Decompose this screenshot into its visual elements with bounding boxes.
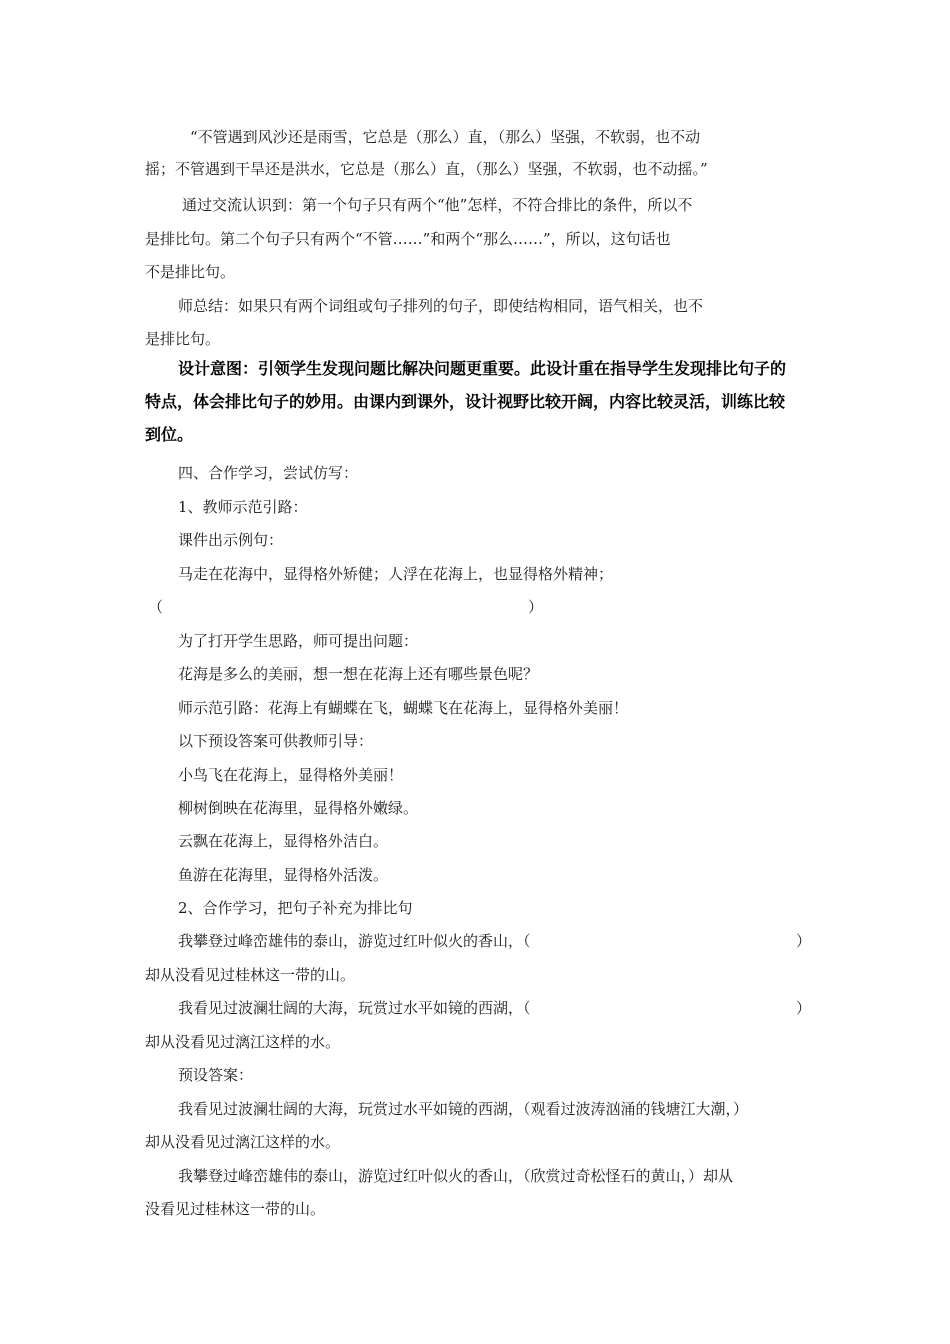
paragraph-line: 是排比句。 [145,330,221,348]
exercise-close-paren: ） [796,999,812,1017]
exercise-line: 却从没看见过桂林这一带的山。 [145,966,356,984]
design-intent-line: 到位。 [145,425,194,444]
answer-line: 柳树倒映在花海里，显得格外嫩绿。 [178,799,419,817]
paragraph-line: 摇；不管遇到干旱还是洪水，它总是（那么）直，（那么）坚强，不软弱，也不动摇。” [145,160,708,178]
exercise-close-paren: ） [796,932,812,950]
paragraph-line: 预设答案： [178,1066,254,1084]
subsection-heading: 2、合作学习，把句子补充为排比句 [178,899,413,917]
exercise-line: 却从没看见过漓江这样的水。 [145,1033,341,1051]
preset-answer-line: 没看见过桂林这一带的山。 [145,1200,326,1218]
demo-line: 师示范引路：花海上有蝴蝶在飞，蝴蝶飞在花海上，显得格外美丽！ [178,699,629,717]
paragraph-line: 师总结：如果只有两个词组或句子排列的句子，即使结构相同，语气相关，也不 [178,297,704,315]
question-line: 花海是多么的美丽，想一想在花海上还有哪些景色呢？ [178,665,539,683]
paragraph-line: 通过交流认识到：第一个句子只有两个“他”怎样，不符合排比的条件，所以不 [182,196,693,214]
section-heading: 四、合作学习，尝试仿写： [178,464,359,482]
preset-answer-line: 却从没看见过漓江这样的水。 [145,1133,341,1151]
blank-open-paren: （ [148,598,164,616]
design-intent-line: 特点，体会排比句子的妙用。由课内到课外，设计视野比较开阔，内容比较灵活，训练比较 [145,392,786,411]
answer-line: 鱼游在花海里，显得格外活泼。 [178,866,389,884]
blank-close-paren: ） [528,598,544,616]
answer-line: 云飘在花海上，显得格外洁白。 [178,832,389,850]
paragraph-line: “不管遇到风沙还是雨雪，它总是（那么）直，（那么）坚强，不软弱，也不动 [190,128,701,146]
preset-answer-line: 我看见过波澜壮阔的大海，玩赏过水平如镜的西湖，（观看过波涛汹涌的钱塘江大潮，） [178,1100,749,1118]
design-intent-text: 引领学生发现问题比解决问题更重要。此设计重在指导学生发现排比句子的 [258,359,787,378]
paragraph-line: 为了打开学生思路，师可提出问题： [178,632,419,650]
exercise-line: 我看见过波澜壮阔的大海，玩赏过水平如镜的西湖，（ [178,999,531,1017]
paragraph-line: 以下预设答案可供教师引导： [178,732,374,750]
design-intent-label: 设计意图： [178,359,259,378]
example-sentence: 马走在花海中，显得格外矫健；人浮在花海上，也显得格外精神； [178,565,614,583]
preset-answer-line: 我攀登过峰峦雄伟的泰山，游览过红叶似火的香山，（欣赏过奇松怪石的黄山，）却从 [178,1167,734,1185]
paragraph-line: 课件出示例句： [178,531,284,549]
exercise-line: 我攀登过峰峦雄伟的泰山，游览过红叶似火的香山，（ [178,932,531,950]
paragraph-line: 是排比句。第二个句子只有两个“不管……”和两个“那么……”，所以，这句话也 [145,230,671,248]
subsection-heading: 1、教师示范引路： [178,498,308,516]
answer-line: 小鸟飞在花海上，显得格外美丽！ [178,766,404,784]
paragraph-line: 不是排比句。 [145,263,236,281]
design-intent-line [178,358,786,380]
